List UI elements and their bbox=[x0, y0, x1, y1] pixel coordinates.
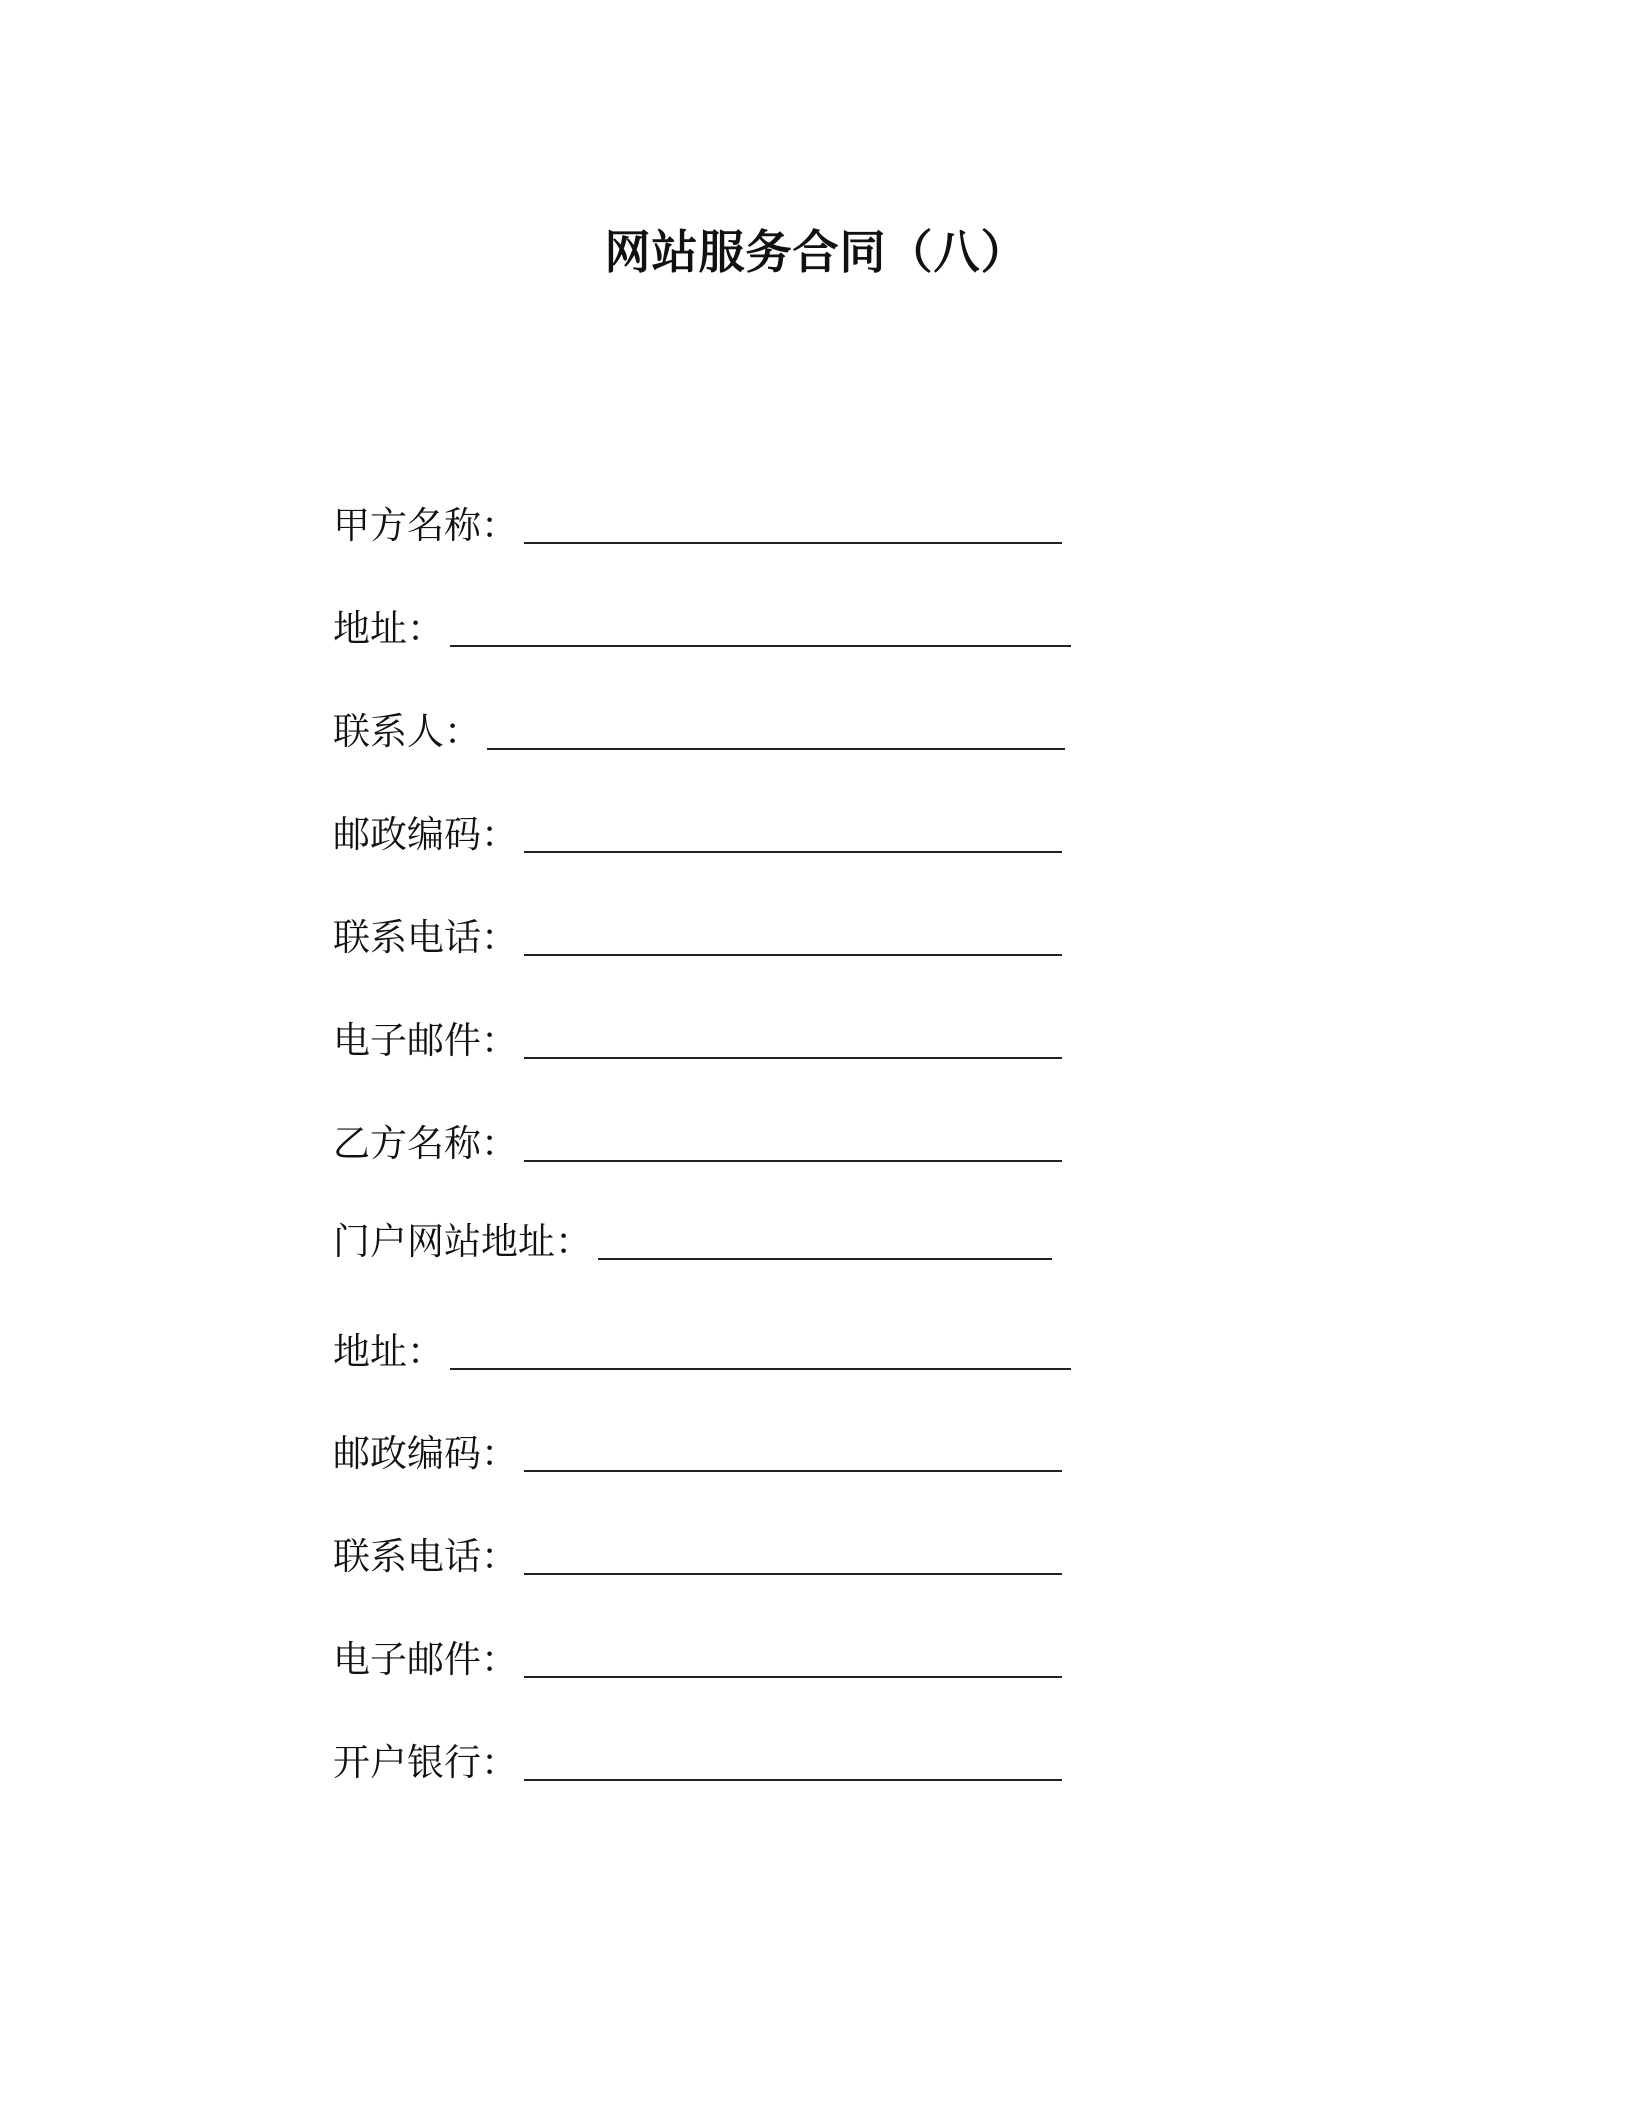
document-title: 网站服务合同（八） bbox=[604, 225, 1028, 279]
field-party-b-address bbox=[333, 1326, 1071, 1374]
field-party-b-portal-url bbox=[333, 1216, 1052, 1264]
field-party-a-contact bbox=[333, 706, 1065, 754]
blank-line[interactable] bbox=[487, 708, 1065, 750]
field-party-a-postcode bbox=[333, 809, 1062, 857]
field-label: 甲方名称： bbox=[333, 504, 518, 547]
blank-line[interactable] bbox=[524, 811, 1062, 853]
field-label: 邮政编码： bbox=[333, 813, 518, 856]
blank-line[interactable] bbox=[524, 502, 1062, 544]
field-party-a-address bbox=[333, 603, 1071, 651]
field-party-b-name bbox=[333, 1118, 1062, 1166]
field-party-b-postcode bbox=[333, 1428, 1062, 1476]
field-label: 联系人： bbox=[333, 710, 481, 753]
field-label: 乙方名称： bbox=[333, 1122, 518, 1165]
blank-line[interactable] bbox=[450, 605, 1071, 647]
field-label: 联系电话： bbox=[333, 916, 518, 959]
field-party-b-email bbox=[333, 1634, 1062, 1682]
field-party-b-bank bbox=[333, 1737, 1062, 1785]
blank-line[interactable] bbox=[524, 1430, 1062, 1472]
blank-line[interactable] bbox=[598, 1218, 1052, 1260]
blank-line[interactable] bbox=[524, 1120, 1062, 1162]
field-label: 电子邮件： bbox=[333, 1638, 518, 1681]
blank-line[interactable] bbox=[450, 1328, 1071, 1370]
field-label: 电子邮件： bbox=[333, 1019, 518, 1062]
blank-line[interactable] bbox=[524, 1739, 1062, 1781]
field-label: 邮政编码： bbox=[333, 1432, 518, 1475]
blank-line[interactable] bbox=[524, 914, 1062, 956]
field-label: 门户网站地址： bbox=[333, 1220, 592, 1263]
blank-line[interactable] bbox=[524, 1533, 1062, 1575]
field-party-a-phone bbox=[333, 912, 1062, 960]
blank-line[interactable] bbox=[524, 1636, 1062, 1678]
field-label: 地址： bbox=[333, 1330, 444, 1373]
field-label: 地址： bbox=[333, 607, 444, 650]
field-party-a-name bbox=[333, 500, 1062, 548]
field-label: 开户银行： bbox=[333, 1741, 518, 1784]
blank-line[interactable] bbox=[524, 1017, 1062, 1059]
field-party-a-email bbox=[333, 1015, 1062, 1063]
field-label: 联系电话： bbox=[333, 1535, 518, 1578]
field-party-b-phone bbox=[333, 1531, 1062, 1579]
